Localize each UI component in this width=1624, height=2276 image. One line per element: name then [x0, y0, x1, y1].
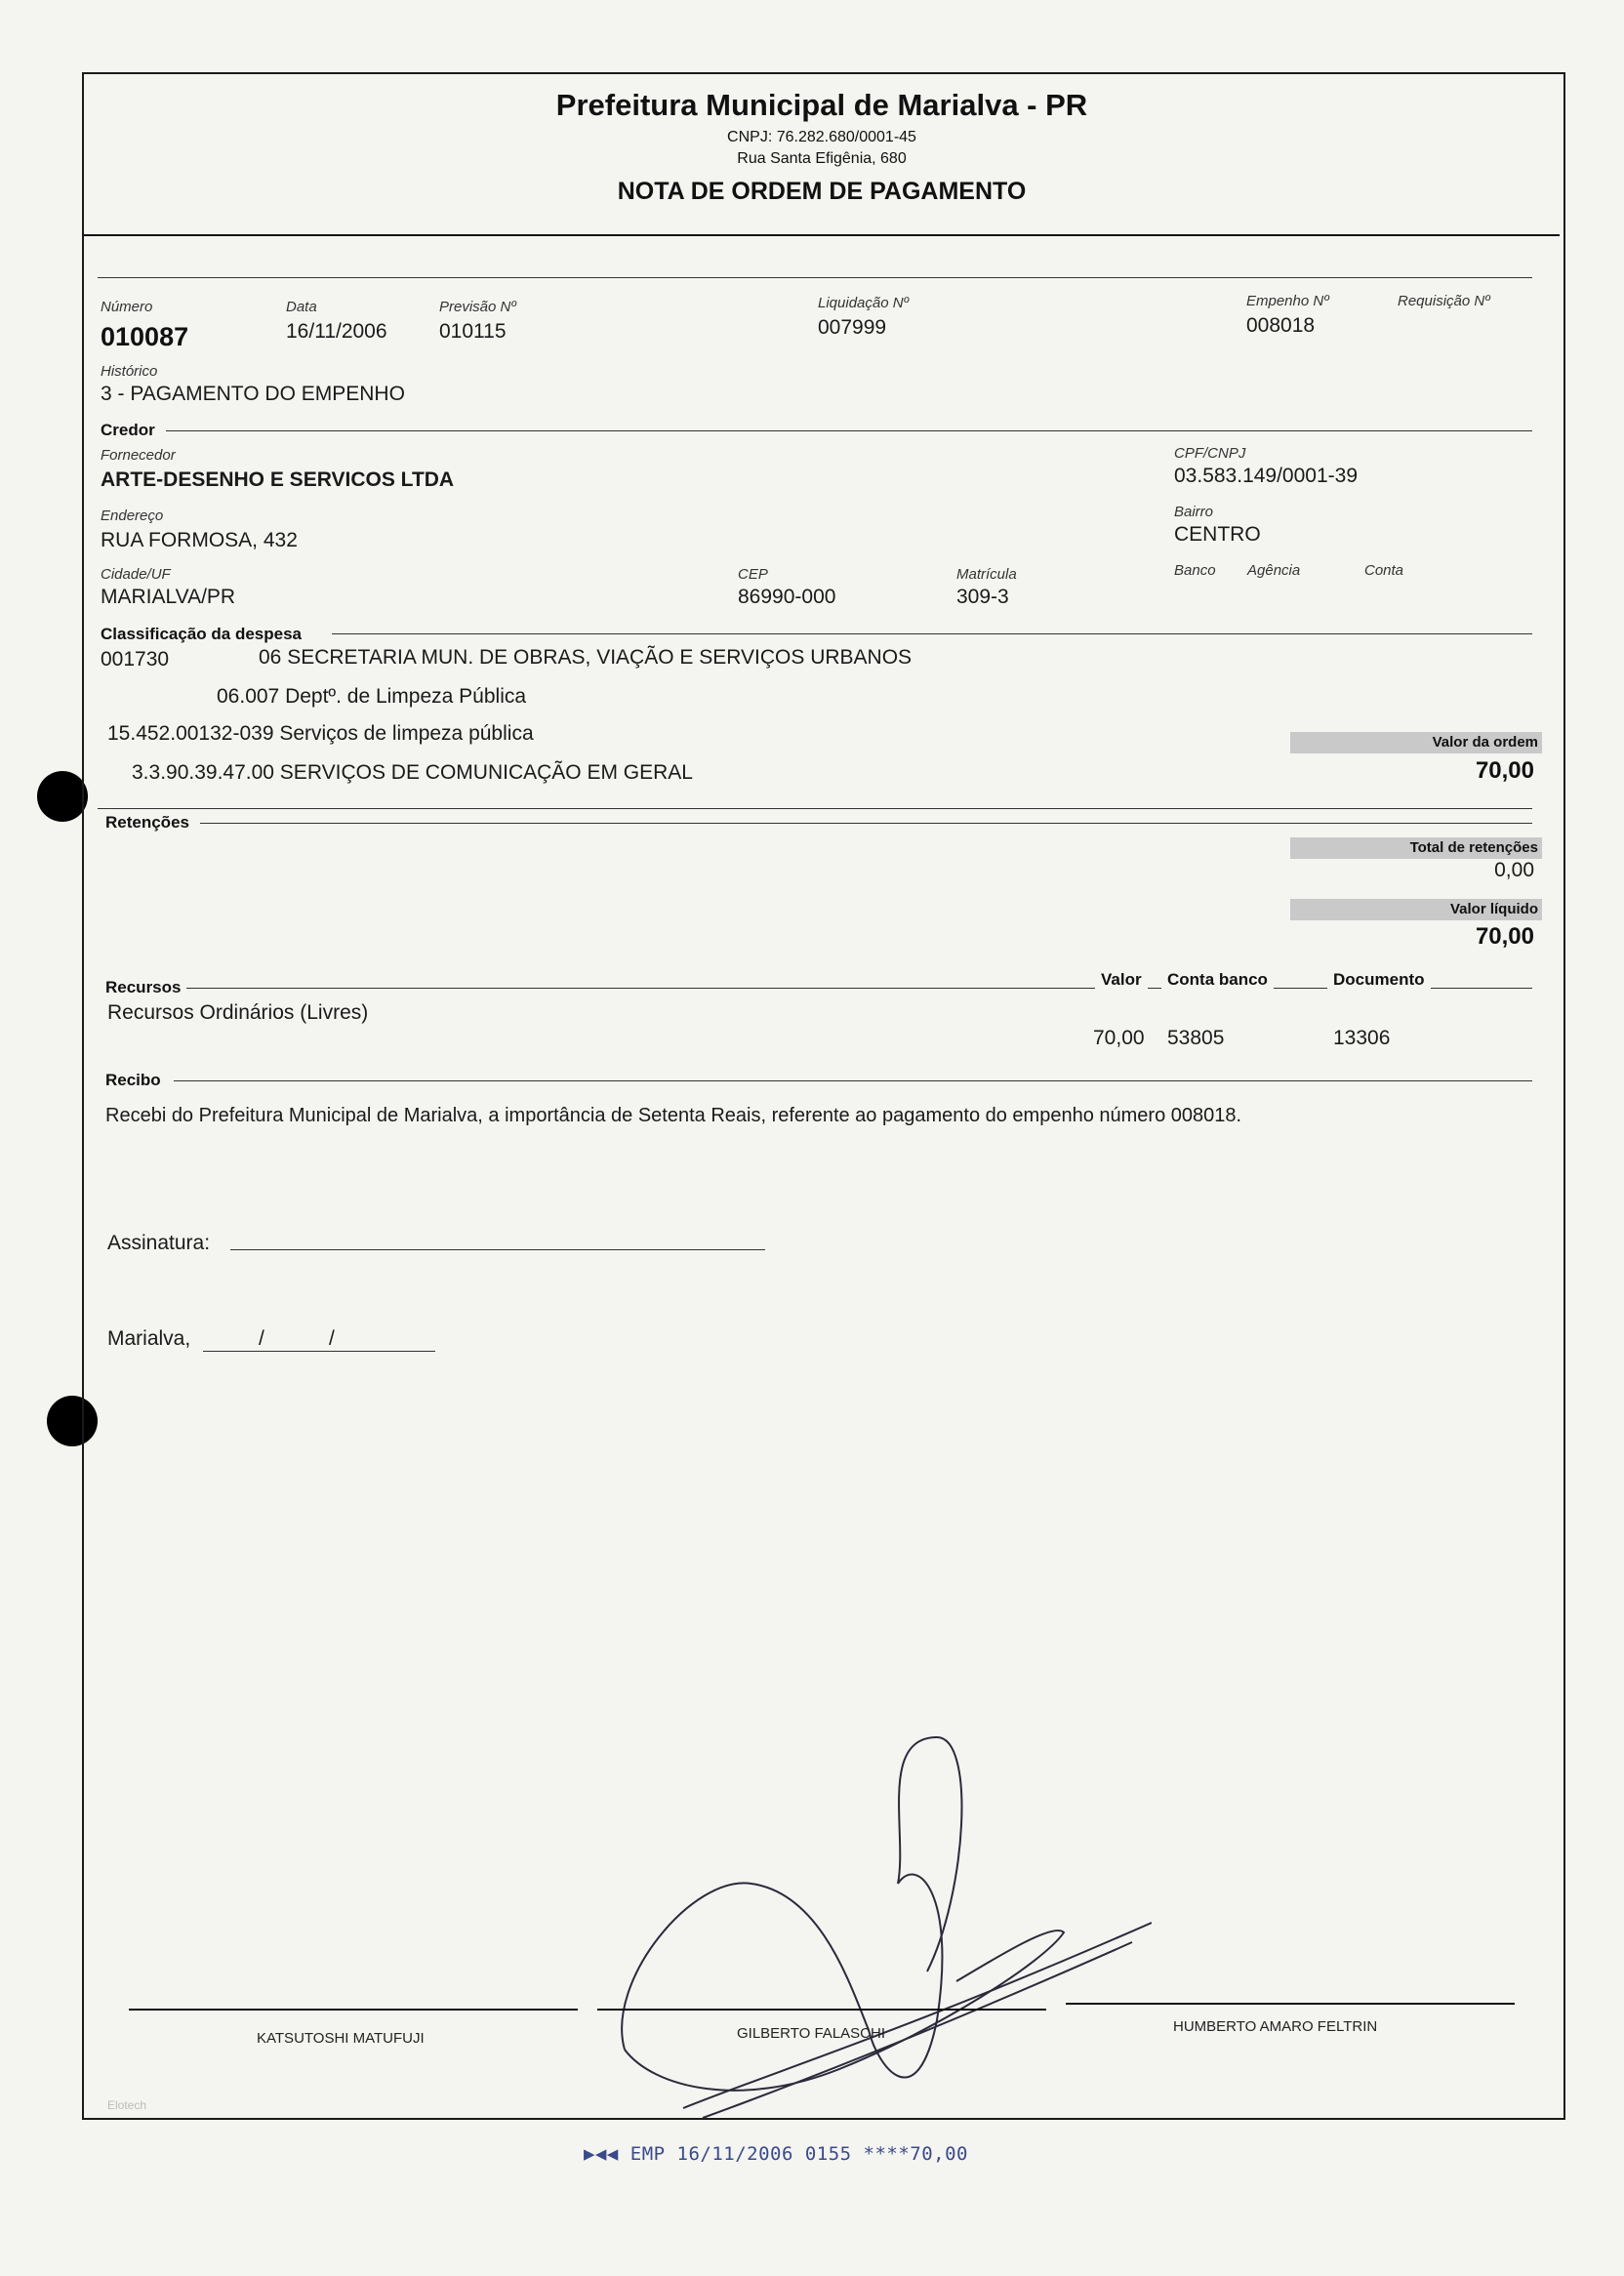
- endereco-value: RUA FORMOSA, 432: [101, 529, 298, 551]
- assinatura-line: [230, 1249, 765, 1250]
- endereco-label: Endereço: [101, 508, 164, 524]
- classificacao-section: Classificação da despesa: [101, 625, 307, 644]
- liquidacao-label: Liquidação Nº: [818, 295, 910, 311]
- mechanical-stamp: [584, 2143, 968, 2165]
- signature-name-3: HUMBERTO AMARO FELTRIN: [1173, 2018, 1378, 2035]
- bairro-label: Bairro: [1174, 504, 1214, 520]
- classificacao-line1: 06 SECRETARIA MUN. DE OBRAS, VIAÇÃO E SERVIÇOS URBANOS: [259, 646, 913, 669]
- top-rule: [98, 277, 1532, 278]
- recibo-section: Recibo: [105, 1071, 167, 1090]
- data-label: Data: [286, 299, 317, 315]
- recursos-valor: 70,00: [1093, 1027, 1145, 1049]
- liquidacao-value: 007999: [818, 316, 887, 339]
- fornecedor-value: ARTE-DESENHO E SERVICOS LTDA: [101, 468, 455, 491]
- numero-value: 010087: [101, 322, 189, 351]
- retencoes-rule: [200, 823, 1532, 824]
- valor-liquido-label: Valor líquido: [1290, 899, 1542, 920]
- matricula-value: 309-3: [956, 586, 1009, 608]
- valor-liquido-value: 70,00: [1475, 923, 1534, 950]
- data-value: 16/11/2006: [286, 320, 387, 343]
- classificacao-code: 001730: [101, 648, 170, 671]
- requisicao-label: Requisição Nº: [1398, 293, 1490, 309]
- handwritten-signature: [586, 1659, 1152, 2128]
- date-slash-2: /: [329, 1327, 335, 1350]
- header-divider: [84, 234, 1560, 236]
- credor-section: Credor: [101, 421, 161, 440]
- signature-name-1: KATSUTOSHI MATUFUJI: [257, 2030, 425, 2047]
- conta-label: Conta: [1364, 562, 1404, 579]
- software-watermark: Elotech: [107, 2098, 147, 2112]
- cidade-value: MARIALVA/PR: [101, 586, 236, 608]
- recursos-documento: 13306: [1333, 1027, 1391, 1049]
- date-line: [203, 1351, 435, 1352]
- matricula-label: Matrícula: [956, 566, 1017, 583]
- signature-name-2: GILBERTO FALASCHI: [737, 2025, 885, 2042]
- empenho-label: Empenho Nº: [1246, 293, 1329, 309]
- numero-label: Número: [101, 299, 153, 315]
- signature-line-2: [597, 2009, 1046, 2011]
- signature-line-1: [129, 2009, 578, 2011]
- assinatura-label: Assinatura:: [107, 1232, 211, 1254]
- recursos-conta: 53805: [1167, 1027, 1225, 1049]
- recursos-documento-label: Documento: [1327, 970, 1431, 990]
- bairro-value: CENTRO: [1174, 523, 1261, 546]
- header: [84, 84, 1560, 234]
- document-title: NOTA DE ORDEM DE PAGAMENTO: [617, 178, 1027, 205]
- previsao-label: Previsão Nº: [439, 299, 516, 315]
- address-text: Rua Santa Efigênia, 680: [737, 150, 907, 167]
- cep-value: 86990-000: [738, 586, 836, 608]
- recibo-text: Recebi do Prefeitura Municipal de Marialva, a importância de Setenta Reais, referente ao pagamento do empenho número 008018.: [105, 1105, 1242, 1126]
- cnpj-text: CNPJ: 76.282.680/0001-45: [727, 129, 916, 145]
- classificacao-line2: 06.007 Deptº. de Limpeza Pública: [217, 685, 527, 708]
- cpf-label: CPF/CNPJ: [1174, 445, 1246, 462]
- recursos-valor-label: Valor: [1095, 970, 1148, 990]
- local-label: Marialva,: [107, 1327, 191, 1350]
- valor-ordem-label: Valor da ordem: [1290, 732, 1542, 753]
- classificacao-bottom-rule: [98, 808, 1532, 809]
- fornecedor-label: Fornecedor: [101, 447, 176, 464]
- recursos-conta-label: Conta banco: [1161, 970, 1274, 990]
- previsao-value: 010115: [439, 320, 507, 343]
- cpf-value: 03.583.149/0001-39: [1174, 465, 1359, 487]
- stamp-mark-icon: ▶◀◀: [584, 2143, 630, 2165]
- page-title: Prefeitura Municipal de Marialva - PR: [555, 88, 1088, 122]
- recursos-section: Recursos: [105, 978, 186, 997]
- classificacao-line3: 15.452.00132-039 Serviços de limpeza pública: [107, 722, 534, 745]
- historico-label: Histórico: [101, 363, 158, 380]
- total-retencoes-value: 0,00: [1494, 859, 1534, 881]
- banco-label: Banco: [1174, 562, 1216, 579]
- empenho-value: 008018: [1246, 314, 1316, 337]
- agencia-label: Agência: [1247, 562, 1301, 579]
- date-slash-1: /: [259, 1327, 264, 1350]
- recursos-descricao: Recursos Ordinários (Livres): [107, 1001, 369, 1024]
- classificacao-line4: 3.3.90.39.47.00 SERVIÇOS DE COMUNICAÇÃO EM GERAL: [132, 761, 693, 784]
- recibo-rule: [174, 1080, 1532, 1081]
- signature-line-3: [1066, 2003, 1515, 2005]
- retencoes-section: Retenções: [105, 813, 195, 833]
- classificacao-rule: [332, 633, 1532, 634]
- punch-hole-top: [37, 771, 88, 822]
- credor-rule: [166, 430, 1532, 431]
- stamp-text: EMP 16/11/2006 0155 ****70,00: [629, 2143, 968, 2165]
- valor-ordem-value: 70,00: [1475, 757, 1534, 784]
- total-retencoes-label: Total de retenções: [1290, 837, 1542, 859]
- cidade-label: Cidade/UF: [101, 566, 171, 583]
- historico-value: 3 - PAGAMENTO DO EMPENHO: [101, 383, 405, 405]
- cep-label: CEP: [738, 566, 768, 583]
